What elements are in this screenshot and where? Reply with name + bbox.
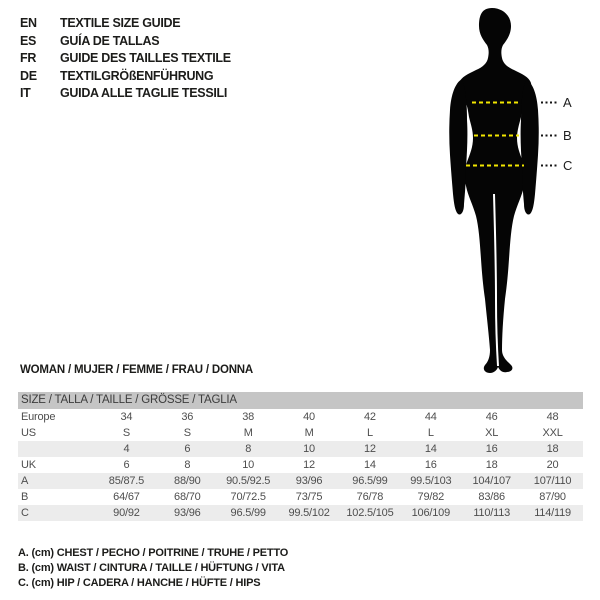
cell: 99.5/102 (288, 507, 330, 519)
cell: 20 (546, 459, 559, 471)
row-label: A (21, 475, 29, 487)
cell: 44 (424, 411, 437, 423)
size-table (18, 392, 583, 521)
cell: 36 (181, 411, 194, 423)
section-title: WOMAN / MUJER / FEMME / FRAU / DONNA (20, 364, 254, 376)
cell: 8 (245, 443, 252, 455)
cell: 64/67 (113, 491, 140, 503)
cell: 90.5/92.5 (226, 475, 271, 487)
cell: 87/90 (539, 491, 566, 503)
cell: M (304, 427, 314, 439)
cell: 6 (184, 443, 191, 455)
cell: 93/96 (174, 507, 201, 519)
size-table-header: SIZE / TALLA / TAILLE / GRÖSSE / TAGLIA (18, 392, 583, 409)
table-row-waist (18, 489, 583, 505)
table-row-us-numeric (18, 441, 583, 457)
lang-code: FR (20, 51, 37, 66)
row-label: C (21, 507, 29, 519)
cell: 12 (364, 443, 376, 455)
cell: 48 (546, 411, 559, 423)
lang-code: ES (20, 33, 37, 48)
measurement-figure (430, 0, 600, 392)
cell: 70/72.5 (230, 491, 266, 503)
table-row-hip (18, 505, 583, 521)
cell: 96.5/99 (352, 475, 388, 487)
cell: 42 (364, 411, 376, 423)
cell: 14 (424, 443, 437, 455)
cell: 83/86 (478, 491, 505, 503)
cell: 107/110 (533, 475, 572, 487)
table-row-chest (18, 473, 583, 489)
cell: L (366, 427, 373, 439)
cell: 40 (303, 411, 315, 423)
cell: 93/96 (295, 475, 323, 487)
cell: 10 (303, 443, 315, 455)
cell: S (122, 427, 130, 439)
cell: S (183, 427, 191, 439)
table-row-uk (18, 457, 583, 473)
cell: 10 (242, 459, 255, 471)
lang-label: GUÍA DE TALLAS (60, 33, 160, 48)
cell: 34 (120, 411, 133, 423)
cell: 73/75 (295, 491, 323, 503)
lang-code: IT (20, 86, 31, 101)
cell: 8 (184, 459, 191, 471)
cell: L (427, 427, 434, 439)
cell: M (243, 427, 253, 439)
cell: 46 (485, 411, 498, 423)
row-label: UK (21, 459, 36, 471)
lang-row-fr (20, 50, 231, 68)
lang-label: TEXTILE SIZE GUIDE (60, 16, 181, 30)
cell: 110/113 (473, 507, 511, 519)
lang-code: EN (20, 16, 37, 30)
row-label (18, 441, 96, 457)
cell: 85/87.5 (108, 475, 145, 487)
cell: 106/109 (411, 507, 450, 519)
table-row-europe (18, 409, 583, 425)
woman-silhouette (459, 8, 531, 373)
cell: 68/70 (174, 491, 201, 503)
cell: XXL (542, 427, 563, 439)
cell: 96.5/99 (230, 507, 266, 519)
cell: 102.5/105 (346, 507, 394, 519)
language-title-block (20, 15, 231, 103)
marker-label-a: A (563, 95, 572, 110)
cell: 99.5/103 (410, 475, 452, 487)
cell: 38 (242, 411, 255, 423)
row-label: US (21, 427, 36, 439)
lang-row-en (20, 15, 231, 33)
cell: 6 (123, 459, 130, 471)
cell: 114/119 (534, 507, 571, 519)
legend-hip: C. (cm) HIP / CADERA / HANCHE / HÜFTE / HIPS (18, 577, 261, 589)
lang-row-de (20, 68, 231, 86)
cell: 104/107 (472, 475, 511, 487)
lang-label: TEXTILGRÖßENFÜHRUNG (60, 68, 214, 83)
cell: 12 (303, 459, 315, 471)
measurement-legend (18, 546, 288, 591)
table-row-us (18, 425, 583, 441)
row-label: B (21, 491, 29, 503)
cell: 90/92 (113, 507, 140, 519)
legend-waist: B. (cm) WAIST / CINTURA / TAILLE / HÜFTUNG / VITA (18, 562, 285, 574)
cell: 4 (123, 443, 130, 455)
cell: XL (485, 427, 499, 439)
figure-svg (430, 0, 600, 392)
cell: 16 (485, 443, 498, 455)
lang-label: GUIDE DES TAILLES TEXTILE (60, 51, 231, 66)
left-arm (449, 79, 467, 215)
cell: 18 (485, 459, 498, 471)
lang-row-it (20, 85, 231, 103)
right-arm (521, 79, 539, 215)
cell: 79/82 (417, 491, 445, 503)
row-label: Europe (21, 411, 56, 423)
marker-label-c: C (563, 158, 573, 173)
cell: 88/90 (174, 475, 201, 487)
lang-row-es (20, 33, 231, 51)
legend-chest: A. (cm) CHEST / PECHO / POITRINE / TRUHE / PETTO (18, 547, 289, 559)
cell: 16 (424, 459, 437, 471)
lang-code: DE (20, 68, 37, 83)
marker-label-b: B (563, 128, 572, 143)
cell: 76/78 (356, 491, 384, 503)
cell: 14 (364, 459, 376, 471)
cell: 18 (546, 443, 559, 455)
lang-label: GUIDA ALLE TAGLIE TESSILI (60, 86, 228, 101)
